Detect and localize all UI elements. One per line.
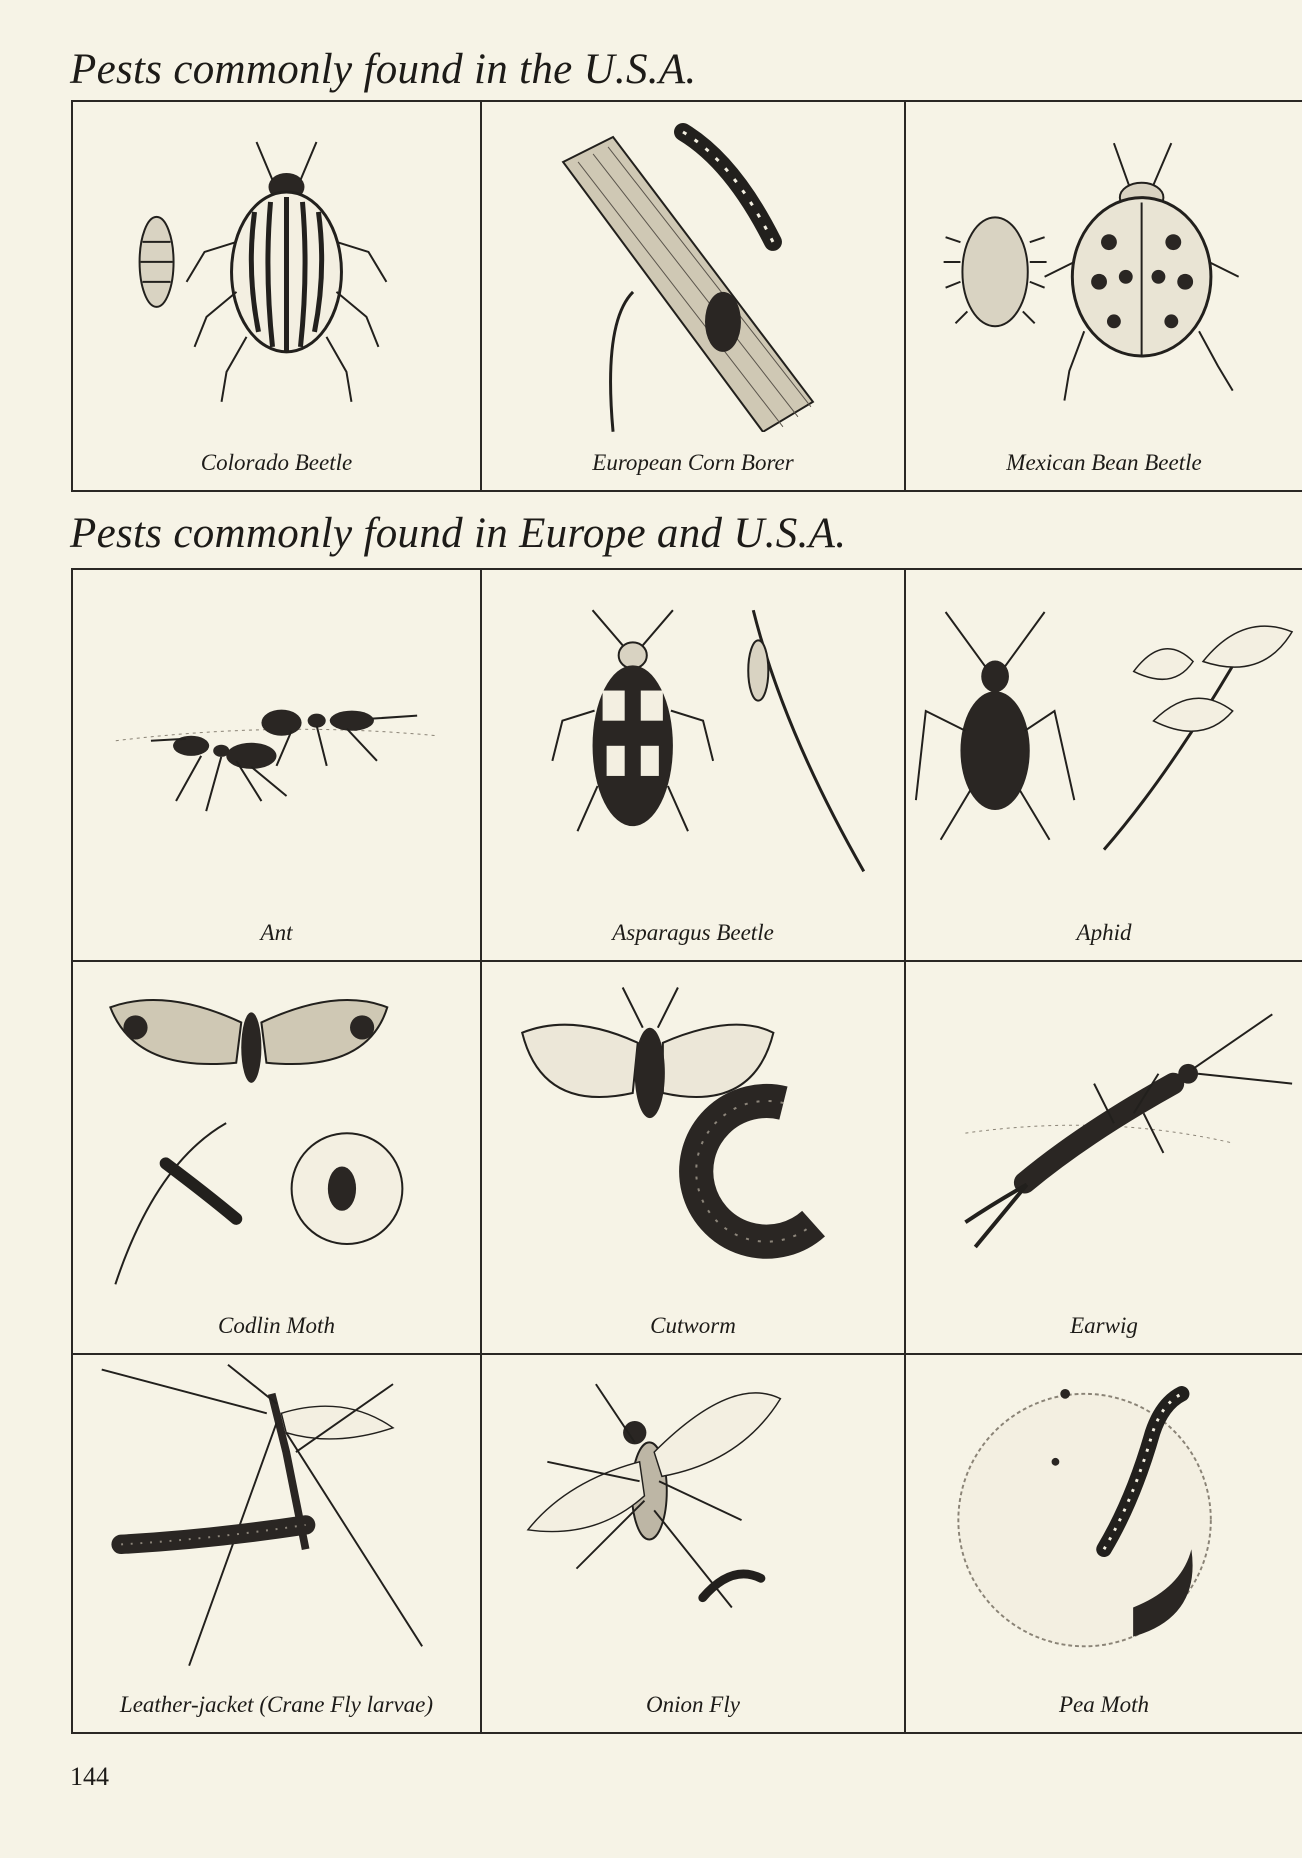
earwig-icon (906, 962, 1302, 1294)
section-title-usa: Pests commonly found in the U.S.A. (70, 46, 697, 93)
pest-cell-asparagus-beetle (482, 570, 906, 962)
pest-cell-ant (73, 570, 482, 962)
crane-fly-icon (73, 1355, 480, 1675)
onion-fly-icon (482, 1355, 904, 1675)
pest-label: Ant (260, 920, 293, 945)
aphid-icon (906, 570, 1302, 902)
pest-label: Earwig (1070, 1313, 1138, 1338)
bean-beetle-icon (906, 102, 1302, 432)
pest-cell-cutworm (482, 962, 906, 1355)
pest-grid-usa (71, 100, 1302, 492)
pest-label: Mexican Bean Beetle (1006, 450, 1202, 475)
pest-cell-earwig (906, 962, 1302, 1355)
pea-moth-icon (906, 1355, 1302, 1675)
pest-label: Colorado Beetle (200, 450, 353, 475)
pest-label: Cutworm (650, 1313, 736, 1338)
codlin-moth-icon (73, 962, 480, 1294)
pest-cell-onion-fly (482, 1355, 906, 1732)
page-number: 144 (70, 1762, 109, 1791)
pest-grid-europe-usa (71, 568, 1302, 1734)
pest-label: Pea Moth (1058, 1692, 1150, 1717)
pest-label: Asparagus Beetle (612, 920, 774, 945)
pest-cell-mexican-bean-beetle (906, 102, 1302, 490)
pest-label: Codlin Moth (218, 1313, 335, 1338)
section-title-europe-usa: Pests commonly found in Europe and U.S.A. (70, 510, 847, 557)
asparagus-beetle-icon (482, 570, 904, 902)
pest-label: European Corn Borer (592, 450, 794, 475)
pest-cell-colorado-beetle (73, 102, 482, 490)
pest-cell-codlin-moth (73, 962, 482, 1355)
pest-label: Leather-jacket (Crane Fly larvae) (119, 1692, 434, 1717)
corn-borer-icon (482, 102, 904, 432)
pest-label: Aphid (1076, 920, 1132, 945)
cutworm-icon (482, 962, 904, 1294)
pest-cell-leather-jacket (73, 1355, 482, 1732)
pest-cell-aphid (906, 570, 1302, 962)
pest-cell-european-corn-borer (482, 102, 906, 490)
pest-label: Onion Fly (646, 1692, 740, 1717)
colorado-beetle-icon (73, 102, 480, 432)
ant-icon (73, 570, 480, 902)
pest-cell-pea-moth (906, 1355, 1302, 1732)
